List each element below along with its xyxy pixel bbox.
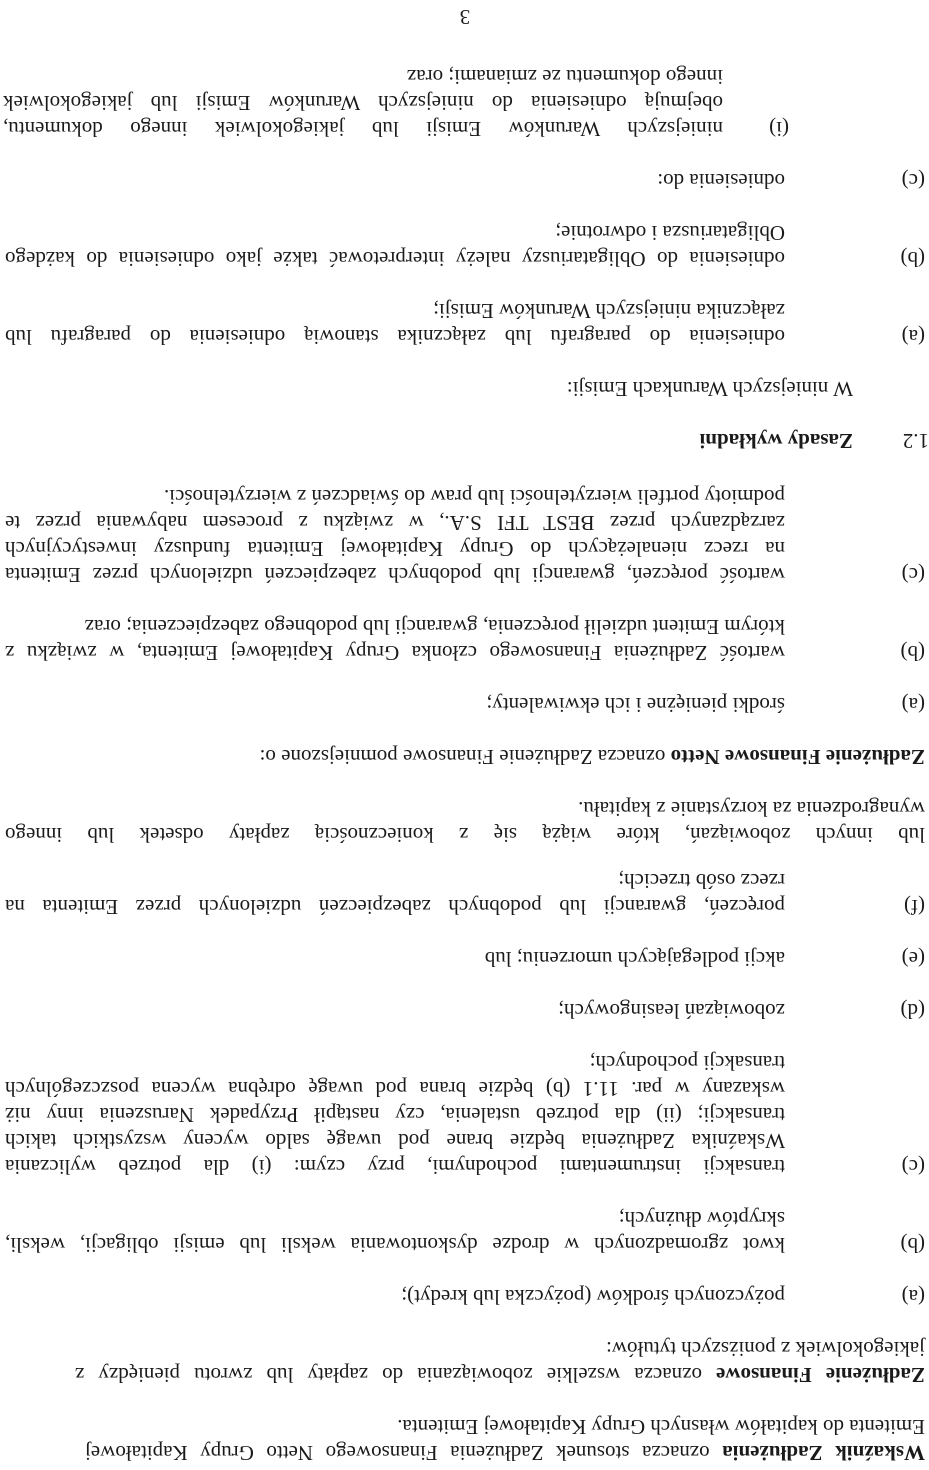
definition-line: Zadłużenie Finansowe oznacza wszelkie zobowiązania do zapłaty lub zwrotu pieniędzy z	[74, 1363, 925, 1387]
item-label: (a)	[901, 325, 925, 349]
section-number: 1.2	[902, 429, 929, 453]
item-label: (f)	[904, 895, 925, 919]
definition-wskaznik-zadluzenia	[5, 1414, 925, 1466]
list-item: (a) środki pieniężne i ich ekwiwalenty;	[486, 693, 925, 717]
item-label: (e)	[901, 947, 925, 971]
item-label: (b)	[900, 1233, 925, 1257]
definition-line: Emitenta do kapitałów własnych Grupy Kapitałowej Emitenta.	[397, 1415, 925, 1439]
list-item: (b) odniesienia do Obligatariuszy należy interpretować także jako odniesienia do każdego Obligatariusza i odwrotnie;	[5, 221, 925, 271]
item-label: (d)	[900, 999, 925, 1023]
definition-term: Zadłużenie Finansowe	[716, 1363, 925, 1387]
item-label: (b)	[900, 247, 925, 271]
item-label: (c)	[901, 169, 925, 193]
list-item: (a) pożyczonych środków (pożyczka lub kredyt);	[401, 1285, 925, 1309]
definition-line: jakiegokolwiek z poniższych tytułów:	[605, 1337, 925, 1361]
list-item: (c) transakcji instrumentami pochodnymi, przy czym: (i) dla potrzeb wyliczania Wskaźnika Zadłużenia będzie brane pod uwagę saldo wyceny wszystkich takich transakcji; (ii) dla potrzeb ustalenia, czy nastąpił Przypadek Naruszenia inny niż wskazany w par. 11.1 (b) będzie brana pod uwagę odrębna wycena poszczególnych transakcji pochodnych;	[5, 1051, 925, 1179]
item-label: (a)	[901, 1285, 925, 1309]
sub-list-item: (i) niniejszych Warunków Emisji lub jakiegokolwiek innego dokumentu, obejmują odniesienia do niniejszych Warunków Emisji lub jakiegokolwiek innego dokumentu ze zmianami; oraz	[3, 65, 789, 141]
list-item: (c) wartość poręczeń, gwarancji lub podobnych zabezpieczeń udzielonych przez Emitenta na rzecz nienależących do Grupy Kapitałowej Emitenta funduszy inwestycyjnych zarządzanych przez BEST TFI S.A., w związku z procesem nabywania przez te podmioty portfeli wierzytelności lub praw do świadczeń z wierzytelności.	[5, 485, 925, 587]
list-item: (c) odniesienia do:	[657, 169, 925, 193]
definition-term: Wskaźnik Zadłużenia	[722, 1441, 925, 1465]
item-label: (c)	[901, 563, 925, 587]
list-item: (d) zobowiązań leasingowych;	[558, 999, 925, 1023]
item-label: (a)	[901, 693, 925, 717]
definition-closing: lub innych zobowiązań, które wiążą się z koniecznością zapłaty odsetek lub innego wynagrodzenia za korzystanie z kapitału.	[5, 797, 925, 847]
item-label: (i)	[769, 117, 789, 141]
section-intro: W niniejszych Warunkach Emisji:	[566, 377, 853, 401]
list-item: (a) odniesienia do paragrafu lub załącznika stanowią odniesienia do paragrafu lub załącznika niniejszych Warunków Emisji;	[5, 299, 925, 349]
page-number: 3	[459, 5, 471, 29]
definition-zadluzenie-finansowe	[5, 1336, 925, 1388]
definition-term: Zadłużenie Finansowe Netto	[670, 745, 925, 769]
list-item: (f) poręczeń, gwarancji lub podobnych zabezpieczeń udzielonych przez Emitenta na rzecz osób trzecich;	[5, 869, 925, 919]
item-label: (b)	[900, 641, 925, 665]
definition-line: Zadłużenie Finansowe Netto oznacza Zadłużenie Finansowe pomniejszone o:	[259, 745, 925, 769]
list-item: (b) kwot zgromadzonych w drodze dyskontowania weksli lub emisji obligacji, weksli, skryptów dłużnych;	[5, 1207, 925, 1257]
list-item: (e) akcji podlegających umorzeniu; lub	[484, 947, 925, 971]
item-label: (c)	[901, 1155, 925, 1179]
definition-zadluzenie-finansowe-netto	[5, 744, 925, 770]
section-heading	[0, 428, 929, 454]
definition-line: Wskaźnik Zadłużenia oznacza stosunek Zadłużenia Finansowego Netto Grupy Kapitałowej	[85, 1441, 925, 1465]
section-title: Zasady wykładni	[699, 429, 853, 453]
list-item: (b) wartość Zadłużenia Finansowego członka Grupy Kapitałowej Emitenta, w związku z którym Emitent udzielił poręczenia, gwarancji lub podobnego zabezpieczenia; oraz	[5, 615, 925, 665]
